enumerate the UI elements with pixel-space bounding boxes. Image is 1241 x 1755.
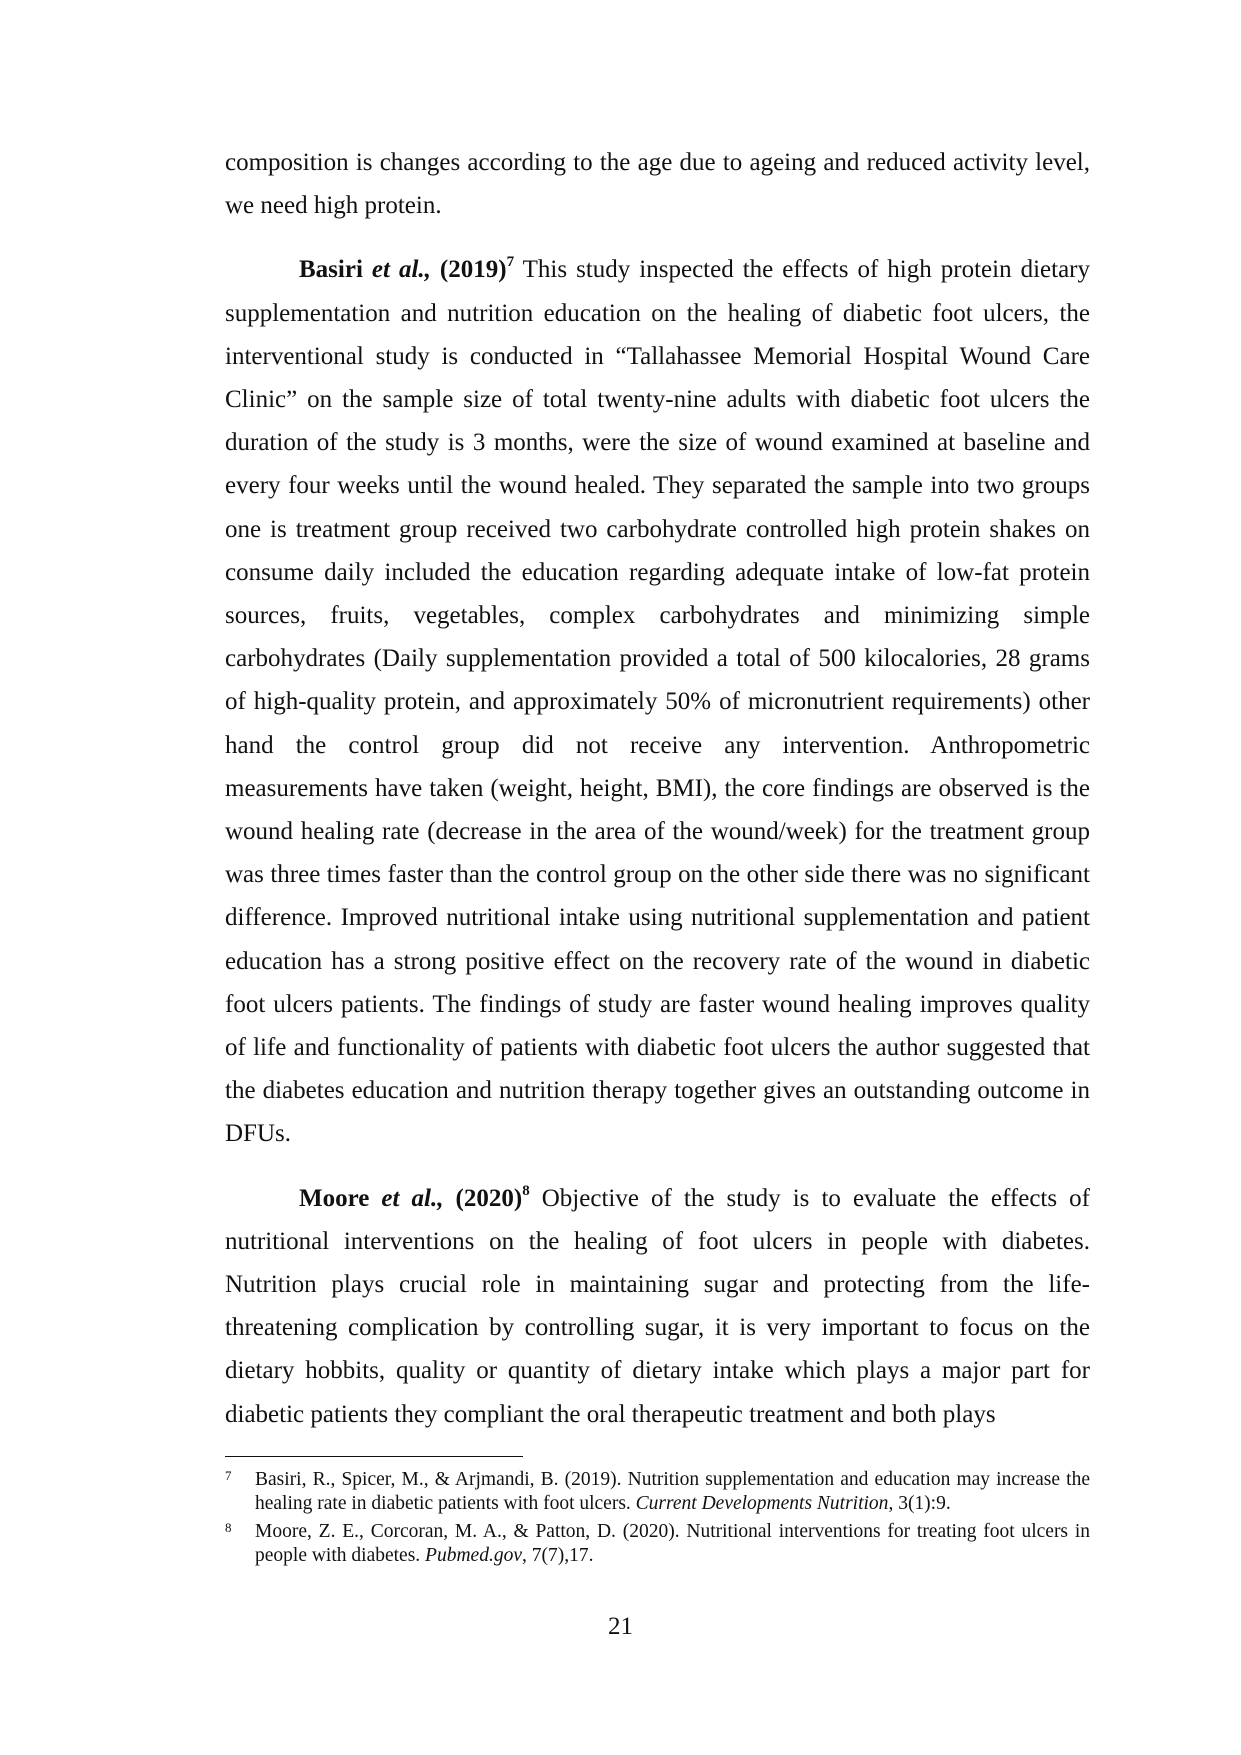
footnote-reference-text: Moore, Z. E., Corcoran, M. A., & Patton, D. (2020). Nutritional interventions for treating foot ulcers in people with diabetes. (255, 1521, 1090, 1566)
citation-year: (2019) (430, 256, 507, 284)
footnote-text (255, 1468, 1090, 1515)
footnote-reference[interactable]: 7 (506, 254, 515, 271)
footnote-reference-text: Basiri, R., Spicer, M., & Arjmandi, B. (2019). Nutrition supplementation and education may increase the healing rate in diabetic patients with foot ulcers. (255, 1469, 1090, 1514)
citation-author: Basiri (299, 256, 372, 284)
footnote-reference[interactable]: 8 (522, 1182, 530, 1199)
paragraph-text: This study inspected the effects of high protein dietary supplementation and nutrition education on the healing of diabetic foot ulcers, the interventional study is conducted in “Tallahassee Memorial Hospital Wound Care Clinic” on the sample size of total twenty-nine adults with diabetic foot ulcers the duration of the study is 3 months, were the size of wound examined at baseline and every four weeks until the wound healed. They separated the sample into two groups one is treatment group received two carbohydrate controlled high protein shakes on consume daily included the education regarding adequate intake of low-fat protein sources, fruits, vegetables, complex carbohydrates and minimizing simple carbohydrates (Daily supplementation provided a total of 500 kilocalories, 28 grams of high-quality protein, and approximately 50% of micronutrient requirements) other hand the control group did not receive any intervention. Anthropometric measurements have taken (weight, height, BMI), the core findings are observed is the wound healing rate (decrease in the area of the wound/week) for the treatment group was three times faster than the control group on the other side there was no significant difference. Improved nutritional intake using nutritional supplementation and patient education has a strong positive effect on the recovery rate of the wound in diabetic foot ulcers patients. The findings of study are faster wound healing improves quality of life and functionality of patients with diabetic foot ulcers the author suggested that the diabetes education and nutrition therapy together gives an outstanding outcome in DFUs. (225, 256, 1090, 1148)
paragraph-text: composition is changes according to the age due to ageing and reduced activity level, we need high protein. (225, 149, 1090, 220)
paragraph-basiri (225, 248, 1090, 1155)
footnote-mark: 7 (225, 1468, 232, 1483)
footnote-text (255, 1520, 1090, 1567)
footnotes (225, 1468, 1090, 1572)
body-text (225, 141, 1090, 1436)
citation-year: (2020) (443, 1184, 523, 1212)
citation-author: Moore (299, 1184, 382, 1212)
footnote-volume: , 3(1):9. (888, 1492, 951, 1514)
footnote-journal: Current Developments Nutrition (635, 1492, 889, 1514)
citation-et-al: et al., (381, 1184, 444, 1212)
footnote-item (225, 1468, 1090, 1515)
paragraph-moore (225, 1177, 1090, 1436)
paragraph-continuation (225, 141, 1090, 227)
footnote-divider (225, 1456, 523, 1457)
footnote-item (225, 1520, 1090, 1567)
footnote-mark: 8 (225, 1520, 232, 1535)
page-number: 21 (608, 1613, 633, 1640)
footnote-volume: , 7(7),17. (521, 1544, 594, 1566)
footnote-journal: Pubmed.gov (425, 1544, 522, 1566)
citation-et-al: et al., (371, 256, 431, 284)
paragraph-text: Objective of the study is to evaluate the effects of nutritional interventions on the healing of foot ulcers in people with diabetes. Nutrition plays crucial role in maintaining sugar and protecting from the life-threatening complication by controlling sugar, it is very important to focus on the dietary hobbits, quality or quantity of dietary intake which plays a major part for diabetic patients they compliant the oral therapeutic treatment and both plays (225, 1184, 1090, 1428)
